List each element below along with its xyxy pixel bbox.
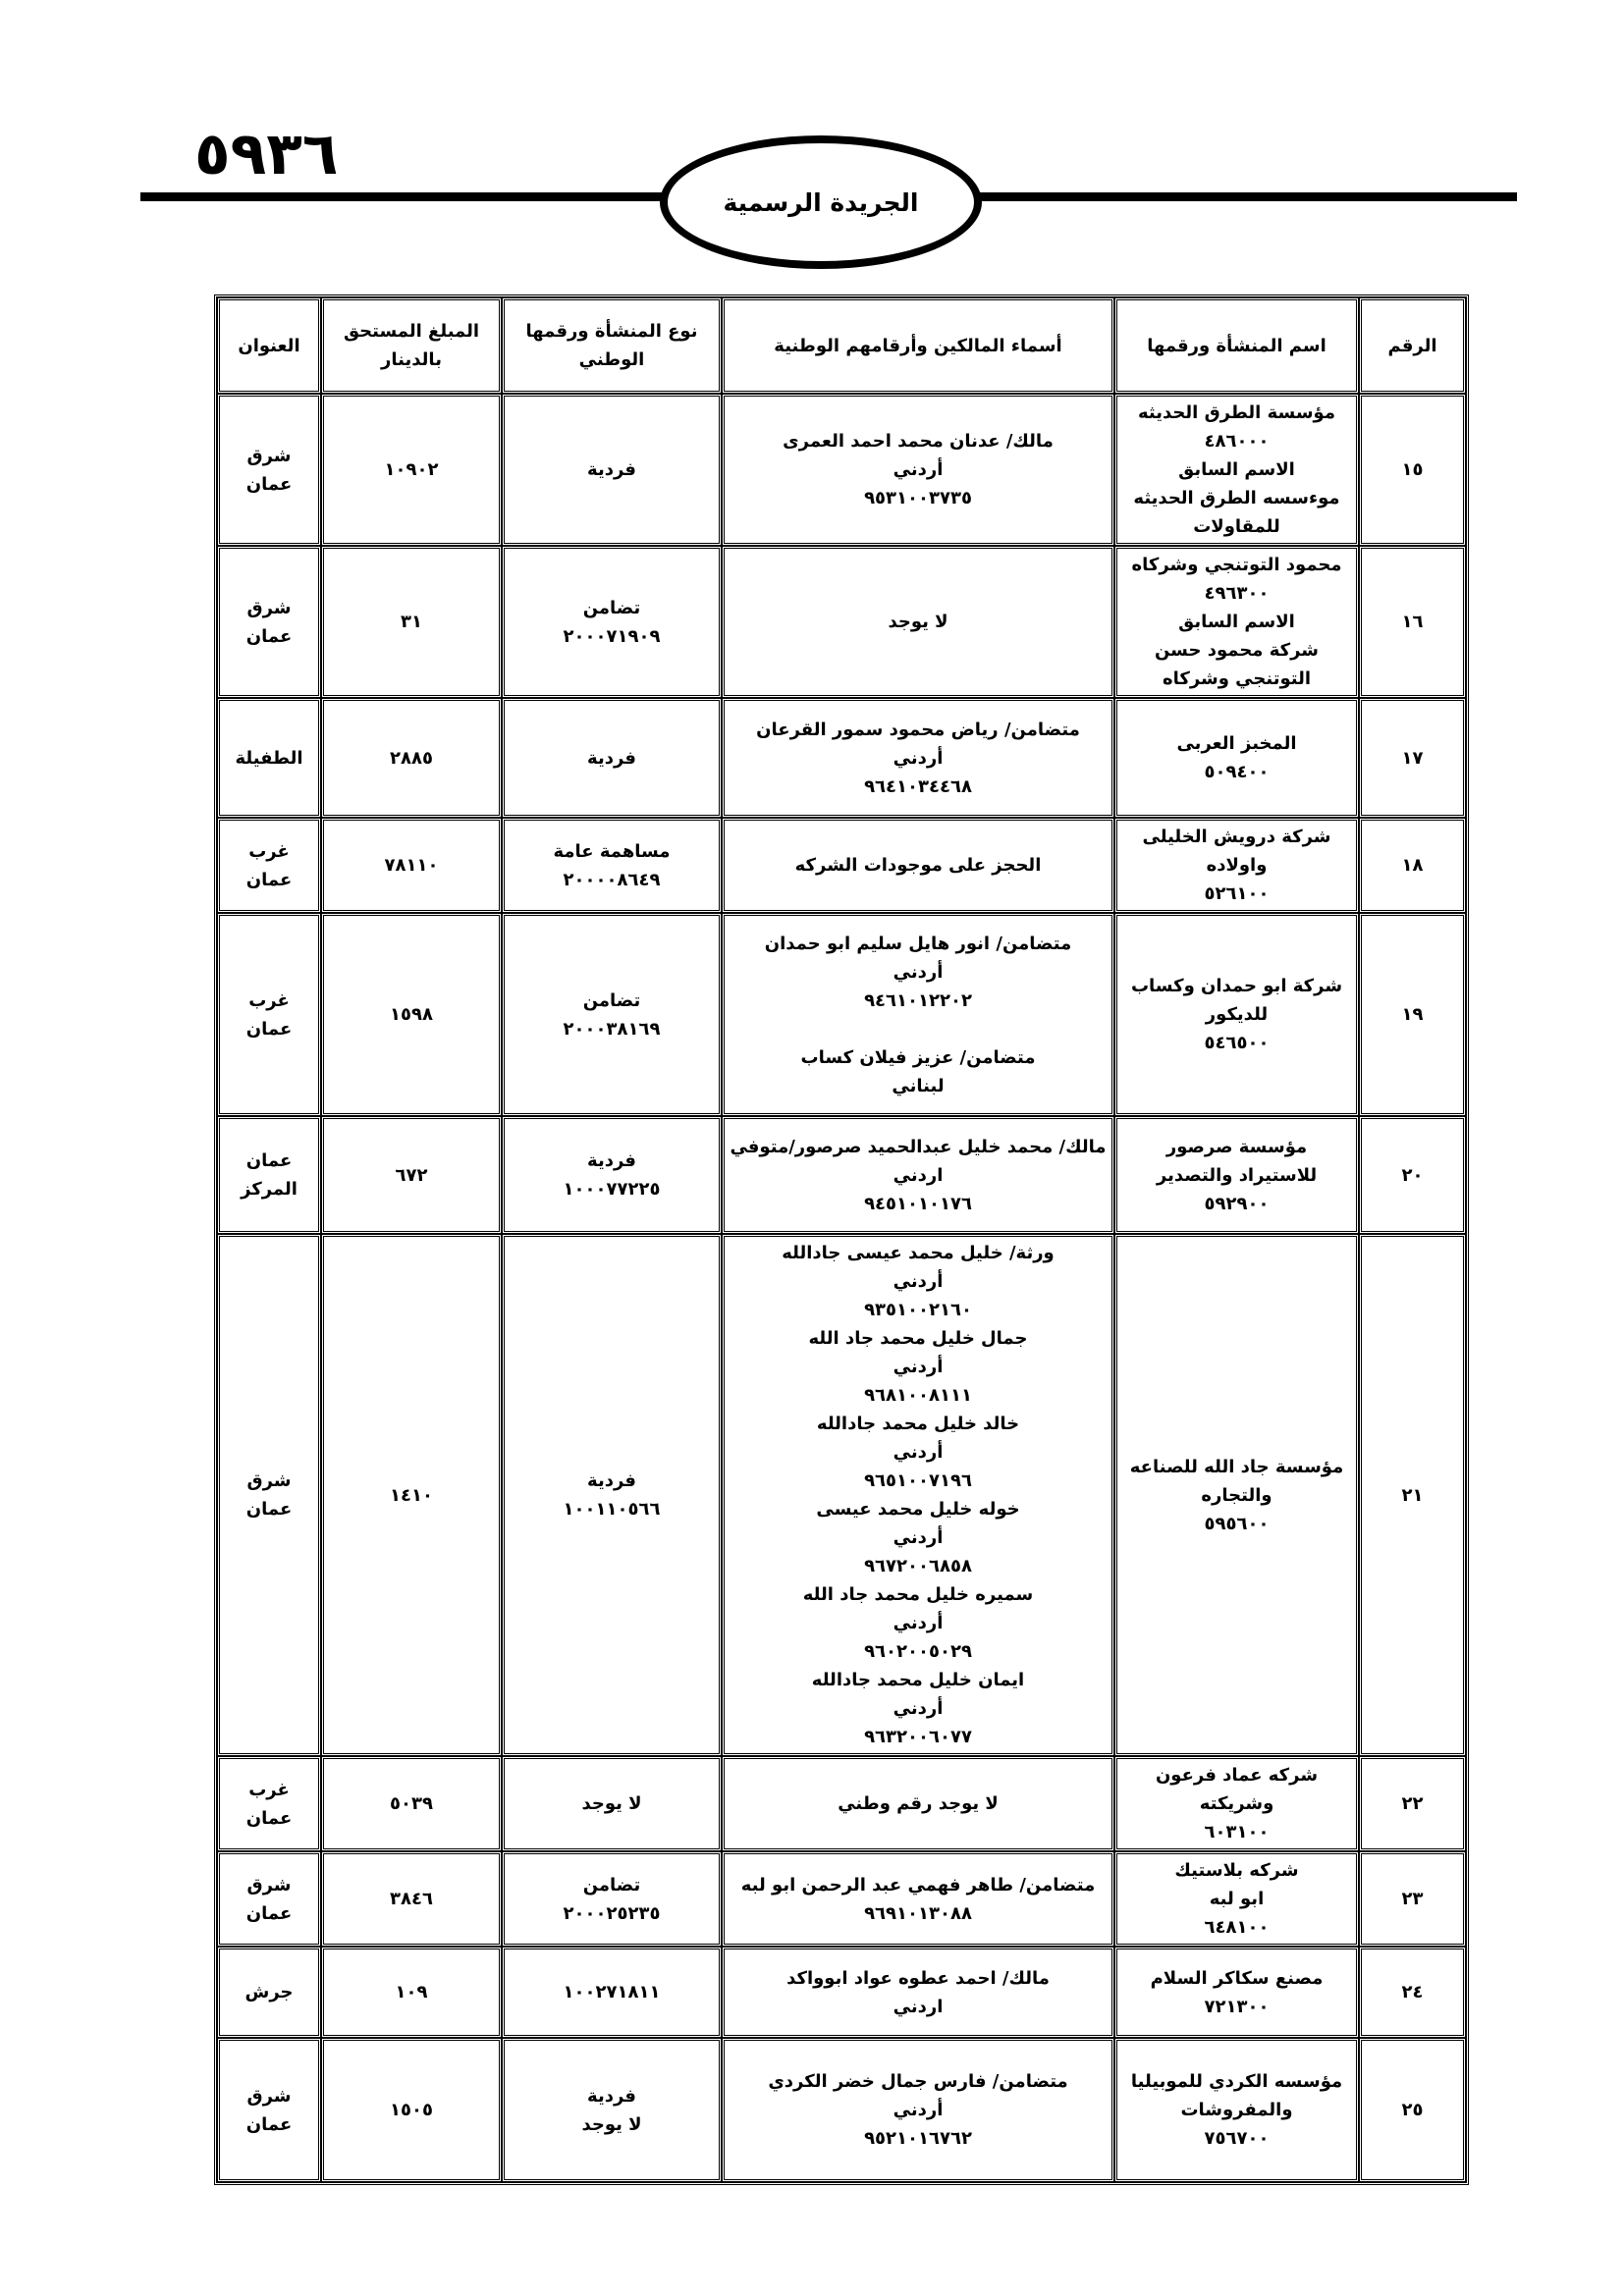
cell-type: لا يوجد xyxy=(502,1756,722,1851)
cell-owners: متضامن/ طاهر فهمي عبد الرحمن ابو لبه ٩٦٩١٠١٣٠٨٨ xyxy=(722,1851,1114,1947)
cell-number: ٢٣ xyxy=(1359,1851,1466,1947)
cell-number: ٢٠ xyxy=(1359,1116,1466,1234)
gazette-title: الجريدة الرسمية xyxy=(723,187,919,217)
cell-owners: مالك/ عدنان محمد احمد العمرى أردني ٩٥٣١٠٠٣٧٣٥ xyxy=(722,394,1114,546)
cell-amount: ١٠٩٠٢ xyxy=(321,394,502,546)
cell-owners: لا يوجد xyxy=(722,546,1114,698)
cell-type: تضامن ٢٠٠٠٣٨١٦٩ xyxy=(502,913,722,1116)
gazette-title-oval xyxy=(660,135,982,269)
cell-establishment: مؤسسة الطرق الحديثه ٤٨٦٠٠٠ الاسم السابق موءسسه الطرق الحديثه للمقاولات xyxy=(1114,394,1359,546)
cell-establishment: شركة ابو حمدان وكساب للديكور ٥٤٦٥٠٠ xyxy=(1114,913,1359,1116)
col-establishment: اسم المنشأة ورقمها xyxy=(1114,297,1359,394)
cell-type: ١٠٠٢٧١٨١١ xyxy=(502,1947,722,2038)
col-amount: المبلغ المستحق بالدينار xyxy=(321,297,502,394)
cell-address: غرب عمان xyxy=(217,1756,321,1851)
table-row xyxy=(217,1116,1466,1234)
cell-type: تضامن ٢٠٠٠٢٥٢٣٥ xyxy=(502,1851,722,1947)
cell-establishment: شركه عماد فرعون وشريكته ٦٠٣١٠٠ xyxy=(1114,1756,1359,1851)
cell-owners: متضامن/ فارس جمال خضر الكردي أردني ٩٥٢١٠١٦٧٦٢ xyxy=(722,2038,1114,2182)
cell-owners: مالك/ محمد خليل عبدالحميد صرصور/متوفي اردني ٩٤٥١٠١٠١٧٦ xyxy=(722,1116,1114,1234)
cell-amount: ٧٨١١٠ xyxy=(321,818,502,913)
cell-establishment: مؤسسه الكردي للموبيليا والمفروشات ٧٥٦٧٠٠ xyxy=(1114,2038,1359,2182)
table-row xyxy=(217,1234,1466,1756)
cell-type: تضامن ٢٠٠٠٧١٩٠٩ xyxy=(502,546,722,698)
cell-number: ٢٥ xyxy=(1359,2038,1466,2182)
cell-amount: ٣٨٤٦ xyxy=(321,1851,502,1947)
cell-address: شرق عمان xyxy=(217,2038,321,2182)
cell-address: عمان المركز xyxy=(217,1116,321,1234)
cell-type: فردية ١٠٠٠٧٧٢٢٥ xyxy=(502,1116,722,1234)
table-row xyxy=(217,913,1466,1116)
col-type: نوع المنشأة ورقمها الوطني xyxy=(502,297,722,394)
cell-amount: ١٠٩ xyxy=(321,1947,502,2038)
table-row xyxy=(217,546,1466,698)
cell-number: ١٨ xyxy=(1359,818,1466,913)
cell-amount: ٥٠٣٩ xyxy=(321,1756,502,1851)
cell-address: جرش xyxy=(217,1947,321,2038)
table-row xyxy=(217,1756,1466,1851)
cell-owners: متضامن/ رياض محمود سمور القرعان أردني ٩٦٤١٠٣٤٤٦٨ xyxy=(722,698,1114,818)
cell-address: شرق عمان xyxy=(217,1234,321,1756)
cell-establishment: شركه بلاستيك ابو لبه ٦٤٨١٠٠ xyxy=(1114,1851,1359,1947)
cell-number: ٢٤ xyxy=(1359,1947,1466,2038)
cell-owners: مالك/ احمد عطوه عواد ابوواكد اردني xyxy=(722,1947,1114,2038)
col-number: الرقم xyxy=(1359,297,1466,394)
cell-type: فردية xyxy=(502,698,722,818)
cell-number: ١٧ xyxy=(1359,698,1466,818)
cell-amount: ٣١ xyxy=(321,546,502,698)
cell-type: فردية xyxy=(502,394,722,546)
col-owners: أسماء المالكين وأرقامهم الوطنية xyxy=(722,297,1114,394)
cell-owners: الحجز على موجودات الشركه xyxy=(722,818,1114,913)
cell-establishment: مصنع سكاكر السلام ٧٢١٣٠٠ xyxy=(1114,1947,1359,2038)
cell-amount: ١٥٩٨ xyxy=(321,913,502,1116)
cell-address: شرق عمان xyxy=(217,546,321,698)
cell-establishment: شركة درويش الخليلى واولاده ٥٢٦١٠٠ xyxy=(1114,818,1359,913)
page-number: ٥٩٣٦ xyxy=(194,120,339,188)
cell-owners: لا يوجد رقم وطني xyxy=(722,1756,1114,1851)
cell-address: غرب عمان xyxy=(217,913,321,1116)
table-row xyxy=(217,698,1466,818)
table-row xyxy=(217,394,1466,546)
cell-owners: متضامن/ انور هايل سليم ابو حمدان أردني ٩٤٦١٠١٢٢٠٢ متضامن/ عزيز فيلان كساب لبناني xyxy=(722,913,1114,1116)
cell-establishment: المخبز العربى ٥٠٩٤٠٠ xyxy=(1114,698,1359,818)
cell-type: مساهمة عامة ٢٠٠٠٠٨٦٤٩ xyxy=(502,818,722,913)
cell-owners: ورثة/ خليل محمد عيسى جادالله أردني ٩٣٥١٠٠٢١٦٠ جمال خليل محمد جاد الله أردني ٩٦٨١٠٠٨١١١ خالد خليل محمد جادالله أردني ٩٦٥١٠٠٧١٩٦ خوله خليل محمد عيسى أردني ٩٦٧٢٠٠٦٨٥٨ سميره خليل محمد جاد الله أردني ٩٦٠٢٠٠٥٠٢٩ ايمان خليل محمد جادالله أردني ٩٦٣٢٠٠٦٠٧٧ xyxy=(722,1234,1114,1756)
establishments-table xyxy=(214,294,1469,2185)
cell-number: ٢١ xyxy=(1359,1234,1466,1756)
cell-type: فردية ١٠٠١١٠٥٦٦ xyxy=(502,1234,722,1756)
table-header-row xyxy=(217,297,1466,394)
table-row xyxy=(217,2038,1466,2182)
cell-amount: ٢٨٨٥ xyxy=(321,698,502,818)
cell-amount: ١٤١٠ xyxy=(321,1234,502,1756)
cell-address: شرق عمان xyxy=(217,394,321,546)
table-row xyxy=(217,1947,1466,2038)
cell-establishment: مؤسسة صرصور للاستيراد والتصدير ٥٩٢٩٠٠ xyxy=(1114,1116,1359,1234)
cell-amount: ٦٧٢ xyxy=(321,1116,502,1234)
cell-establishment: محمود التوتنجي وشركاه ٤٩٦٣٠٠ الاسم السابق شركة محمود حسن التوتنجي وشركاه xyxy=(1114,546,1359,698)
cell-address: غرب عمان xyxy=(217,818,321,913)
cell-address: شرق عمان xyxy=(217,1851,321,1947)
cell-amount: ١٥٠٥ xyxy=(321,2038,502,2182)
table-row xyxy=(217,1851,1466,1947)
col-address: العنوان xyxy=(217,297,321,394)
cell-number: ١٦ xyxy=(1359,546,1466,698)
table-row xyxy=(217,818,1466,913)
cell-number: ١٥ xyxy=(1359,394,1466,546)
cell-number: ٢٢ xyxy=(1359,1756,1466,1851)
cell-address: الطفيلة xyxy=(217,698,321,818)
cell-type: فردية لا يوجد xyxy=(502,2038,722,2182)
cell-number: ١٩ xyxy=(1359,913,1466,1116)
cell-establishment: مؤسسة جاد الله للصناعه والتجاره ٥٩٥٦٠٠ xyxy=(1114,1234,1359,1756)
